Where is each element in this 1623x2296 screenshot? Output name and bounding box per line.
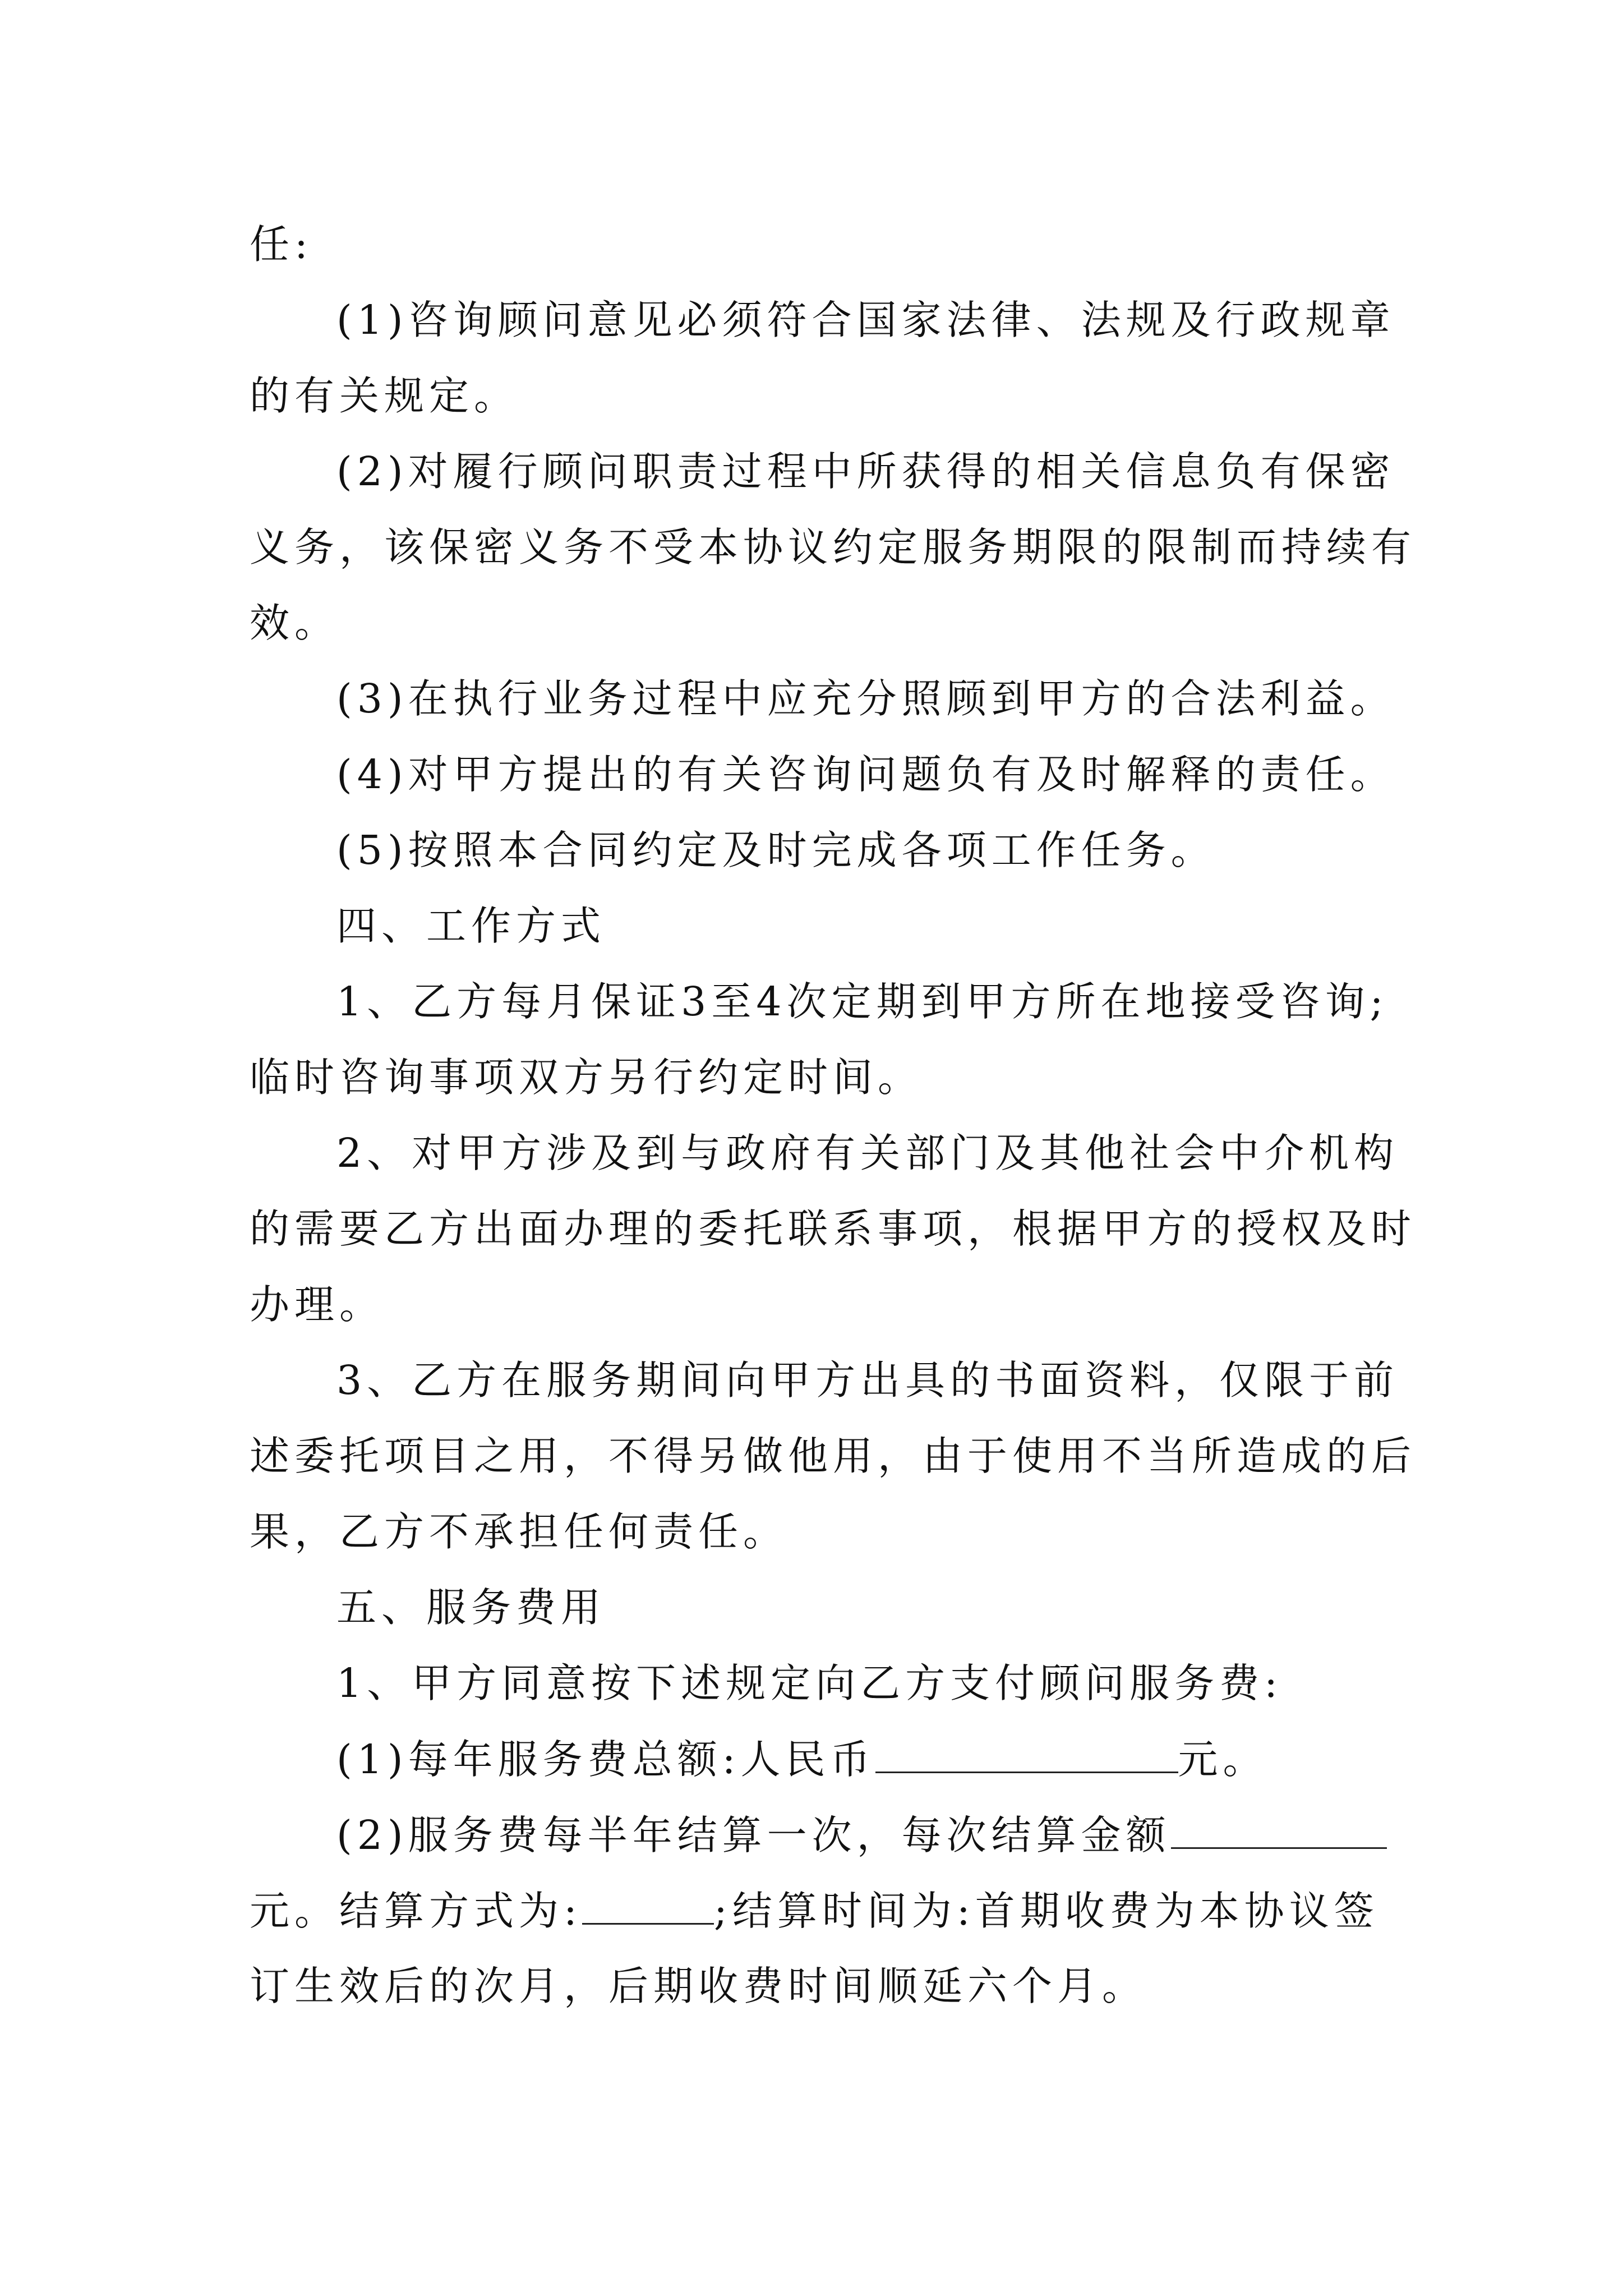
text-line: 1、乙方每月保证3至4次定期到甲方所在地接受咨询;: [336, 978, 1389, 1025]
text-line: (4)对甲方提出的有关咨询问题负有及时解释的责任。: [336, 751, 1395, 798]
text-line: 的有关规定。: [250, 372, 519, 419]
text-line: 临时咨询事项双方另行约定时间。: [250, 1054, 923, 1101]
fee-total-suffix: 元。: [1178, 1736, 1268, 1783]
text-line: 的需要乙方出面办理的委托联系事项，根据甲方的授权及时: [250, 1205, 1417, 1252]
text-line: (3)在执行业务过程中应充分照顾到甲方的合法利益。: [336, 675, 1395, 722]
fee-semiannual-text: (2)服务费每半年结算一次，每次结算金额: [336, 1812, 1171, 1858]
fee-total-line: [336, 1736, 1268, 1783]
fee-semiannual-line: [336, 1812, 1387, 1858]
text-line: (1)咨询顾问意见必须符合国家法律、法规及行政规章: [336, 297, 1395, 343]
text-line: 任:: [250, 221, 313, 268]
text-line: 述委托项目之用，不得另做他用，由于使用不当所造成的后: [250, 1433, 1417, 1479]
fee-total-prefix: (1)每年服务费总额:人民币: [336, 1736, 875, 1783]
settlement-suffix: ;结算时间为:首期收费为本协议签: [713, 1888, 1379, 1934]
text-line: (2)对履行顾问职责过程中所获得的相关信息负有保密: [336, 448, 1395, 495]
fee-total-blank: [875, 1739, 1178, 1773]
text-line: 效。: [250, 600, 340, 646]
settlement-line: [250, 1888, 1379, 1934]
text-line: 义务，该保密义务不受本协议约定服务期限的限制而持续有: [250, 524, 1417, 570]
text-line: 果，乙方不承担任何责任。: [250, 1508, 789, 1555]
text-line: 办理。: [250, 1281, 385, 1328]
section-heading: 四、工作方式: [336, 903, 606, 949]
text-line: 2、对甲方涉及到与政府有关部门及其他社会中介机构: [336, 1130, 1399, 1176]
settlement-method-blank: [582, 1890, 714, 1925]
fee-semiannual-blank: [1171, 1815, 1387, 1849]
text-line: 3、乙方在服务期间向甲方出具的书面资料，仅限于前: [336, 1357, 1399, 1404]
text-line: (5)按照本合同约定及时完成各项工作任务。: [336, 827, 1216, 873]
section-heading: 五、服务费用: [336, 1584, 606, 1631]
text-line: 1、甲方同意按下述规定向乙方支付顾问服务费:: [336, 1660, 1283, 1706]
settlement-prefix: 元。结算方式为:: [250, 1888, 582, 1934]
text-line: 订生效后的次月，后期收费时间顺延六个月。: [250, 1963, 1147, 2009]
